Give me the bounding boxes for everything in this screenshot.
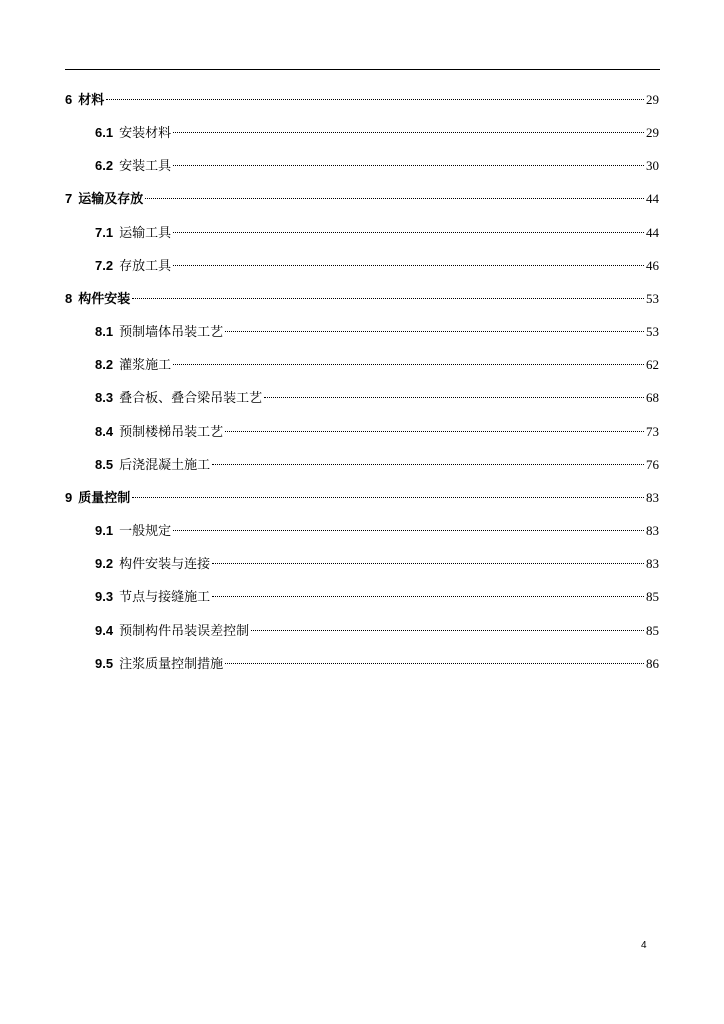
toc-entry-label — [65, 486, 130, 511]
toc-entry[interactable] — [65, 221, 659, 254]
toc-entry-number: 8 — [65, 290, 73, 306]
toc-entry-label — [95, 652, 223, 677]
toc-entry-page: 46 — [646, 257, 659, 273]
toc-entry-label — [95, 353, 171, 378]
toc-entry-page: 29 — [646, 125, 659, 141]
toc-entry[interactable] — [65, 154, 659, 187]
toc-entry-title: 预制楼梯吊装工艺 — [119, 424, 224, 440]
toc-dot-leader — [132, 298, 644, 299]
toc-entry-title: 存放工具 — [119, 258, 172, 274]
toc-entry-number: 9.1 — [95, 523, 114, 539]
toc-entry-title: 灌浆施工 — [119, 358, 172, 374]
toc-entry-page: 29 — [646, 92, 659, 107]
toc-entry[interactable] — [65, 453, 659, 486]
toc-entry[interactable] — [65, 420, 659, 453]
toc-dot-leader — [173, 232, 644, 233]
toc-entry[interactable] — [65, 585, 659, 618]
toc-entry-label — [95, 585, 210, 610]
toc-entry-number: 8.4 — [95, 423, 114, 439]
toc-entry-title: 一般规定 — [119, 524, 172, 540]
toc-entry-page: 62 — [646, 357, 659, 373]
toc-entry-title: 预制墙体吊装工艺 — [119, 325, 224, 341]
toc-entry[interactable] — [65, 88, 659, 121]
toc-entry[interactable] — [65, 652, 659, 685]
toc-entry-number: 9.5 — [95, 655, 114, 671]
page-number: 4 — [641, 940, 647, 951]
toc-entry-label — [95, 453, 210, 478]
toc-entry-page: 30 — [646, 158, 659, 174]
toc-entry-label — [95, 221, 171, 246]
toc-entry[interactable] — [65, 519, 659, 552]
toc-entry-number: 6 — [65, 92, 73, 107]
toc-entry-title: 运输工具 — [119, 225, 172, 241]
toc-entry[interactable] — [65, 187, 659, 220]
toc-entry-label — [95, 154, 171, 179]
toc-dot-leader — [212, 464, 644, 465]
toc-dot-leader — [251, 630, 644, 631]
toc-entry-number: 7 — [65, 191, 73, 207]
toc-dot-leader — [225, 331, 644, 332]
toc-dot-leader — [132, 497, 644, 498]
toc-entry-title: 构件安装与连接 — [119, 557, 211, 573]
toc-entry-number: 6.1 — [95, 125, 114, 141]
toc-entry-page: 76 — [646, 456, 659, 472]
toc-entry-page: 53 — [646, 324, 659, 340]
toc-dot-leader — [212, 596, 644, 597]
toc-dot-leader — [106, 99, 644, 100]
toc-entry-title: 安装工具 — [119, 159, 172, 175]
header-rule — [65, 69, 660, 70]
toc-entry-number: 9.3 — [95, 589, 114, 605]
toc-dot-leader — [225, 431, 644, 432]
toc-entry-title: 预制构件吊装误差控制 — [119, 623, 250, 639]
toc-entry-title: 叠合板、叠合梁吊装工艺 — [119, 391, 263, 407]
toc-dot-leader — [264, 397, 644, 398]
toc-entry-number: 8.1 — [95, 324, 114, 340]
toc-entry-page: 68 — [646, 390, 659, 406]
toc-entry-label — [65, 88, 104, 113]
toc-entry-title: 质量控制 — [78, 490, 131, 506]
toc-entry-label — [95, 121, 171, 146]
toc-entry[interactable] — [65, 121, 659, 154]
toc-dot-leader — [173, 265, 644, 266]
toc-entry-label — [95, 519, 171, 544]
toc-entry-page: 44 — [646, 191, 659, 207]
toc-entry-label — [95, 320, 223, 345]
toc-entry-number: 7.2 — [95, 257, 114, 273]
toc-dot-leader — [173, 165, 644, 166]
toc-entry-page: 83 — [646, 523, 659, 539]
table-of-contents — [65, 88, 659, 685]
toc-entry-title: 后浇混凝土施工 — [119, 457, 211, 473]
toc-entry[interactable] — [65, 486, 659, 519]
toc-entry[interactable] — [65, 353, 659, 386]
toc-dot-leader — [173, 530, 644, 531]
toc-entry-number: 9 — [65, 489, 73, 505]
toc-entry-page: 44 — [646, 224, 659, 240]
toc-entry[interactable] — [65, 619, 659, 652]
toc-entry-label — [95, 254, 171, 279]
toc-entry-page: 86 — [646, 655, 659, 671]
toc-entry-number: 6.2 — [95, 158, 114, 174]
toc-entry-number: 9.2 — [95, 556, 114, 572]
toc-entry-number: 7.1 — [95, 224, 114, 240]
toc-entry-label — [95, 552, 210, 577]
toc-entry[interactable] — [65, 287, 659, 320]
toc-entry-label — [95, 386, 262, 411]
toc-entry-number: 8.3 — [95, 390, 114, 406]
toc-dot-leader — [212, 563, 644, 564]
toc-entry-page: 85 — [646, 589, 659, 605]
toc-entry-title: 运输及存放 — [78, 192, 144, 208]
toc-dot-leader — [173, 364, 644, 365]
toc-entry-number: 8.5 — [95, 456, 114, 472]
toc-entry-label — [65, 187, 143, 212]
toc-entry[interactable] — [65, 552, 659, 585]
toc-entry[interactable] — [65, 320, 659, 353]
toc-entry-label — [95, 619, 249, 644]
toc-entry-number: 9.4 — [95, 622, 114, 638]
toc-entry-title: 材料 — [78, 93, 105, 108]
toc-entry[interactable] — [65, 254, 659, 287]
toc-entry-page: 83 — [646, 489, 659, 505]
toc-entry-page: 53 — [646, 290, 659, 306]
toc-entry-title: 构件安装 — [78, 291, 131, 307]
toc-entry-number: 8.2 — [95, 357, 114, 373]
toc-dot-leader — [173, 132, 644, 133]
toc-entry[interactable] — [65, 386, 659, 419]
toc-dot-leader — [225, 663, 644, 664]
toc-entry-title: 注浆质量控制措施 — [119, 656, 224, 672]
toc-entry-page: 85 — [646, 622, 659, 638]
toc-entry-page: 83 — [646, 556, 659, 572]
toc-entry-title: 安装材料 — [119, 126, 172, 142]
toc-dot-leader — [145, 198, 644, 199]
toc-entry-label — [65, 287, 130, 312]
toc-entry-label — [95, 420, 223, 445]
toc-entry-title: 节点与接缝施工 — [119, 590, 211, 606]
toc-entry-page: 73 — [646, 423, 659, 439]
